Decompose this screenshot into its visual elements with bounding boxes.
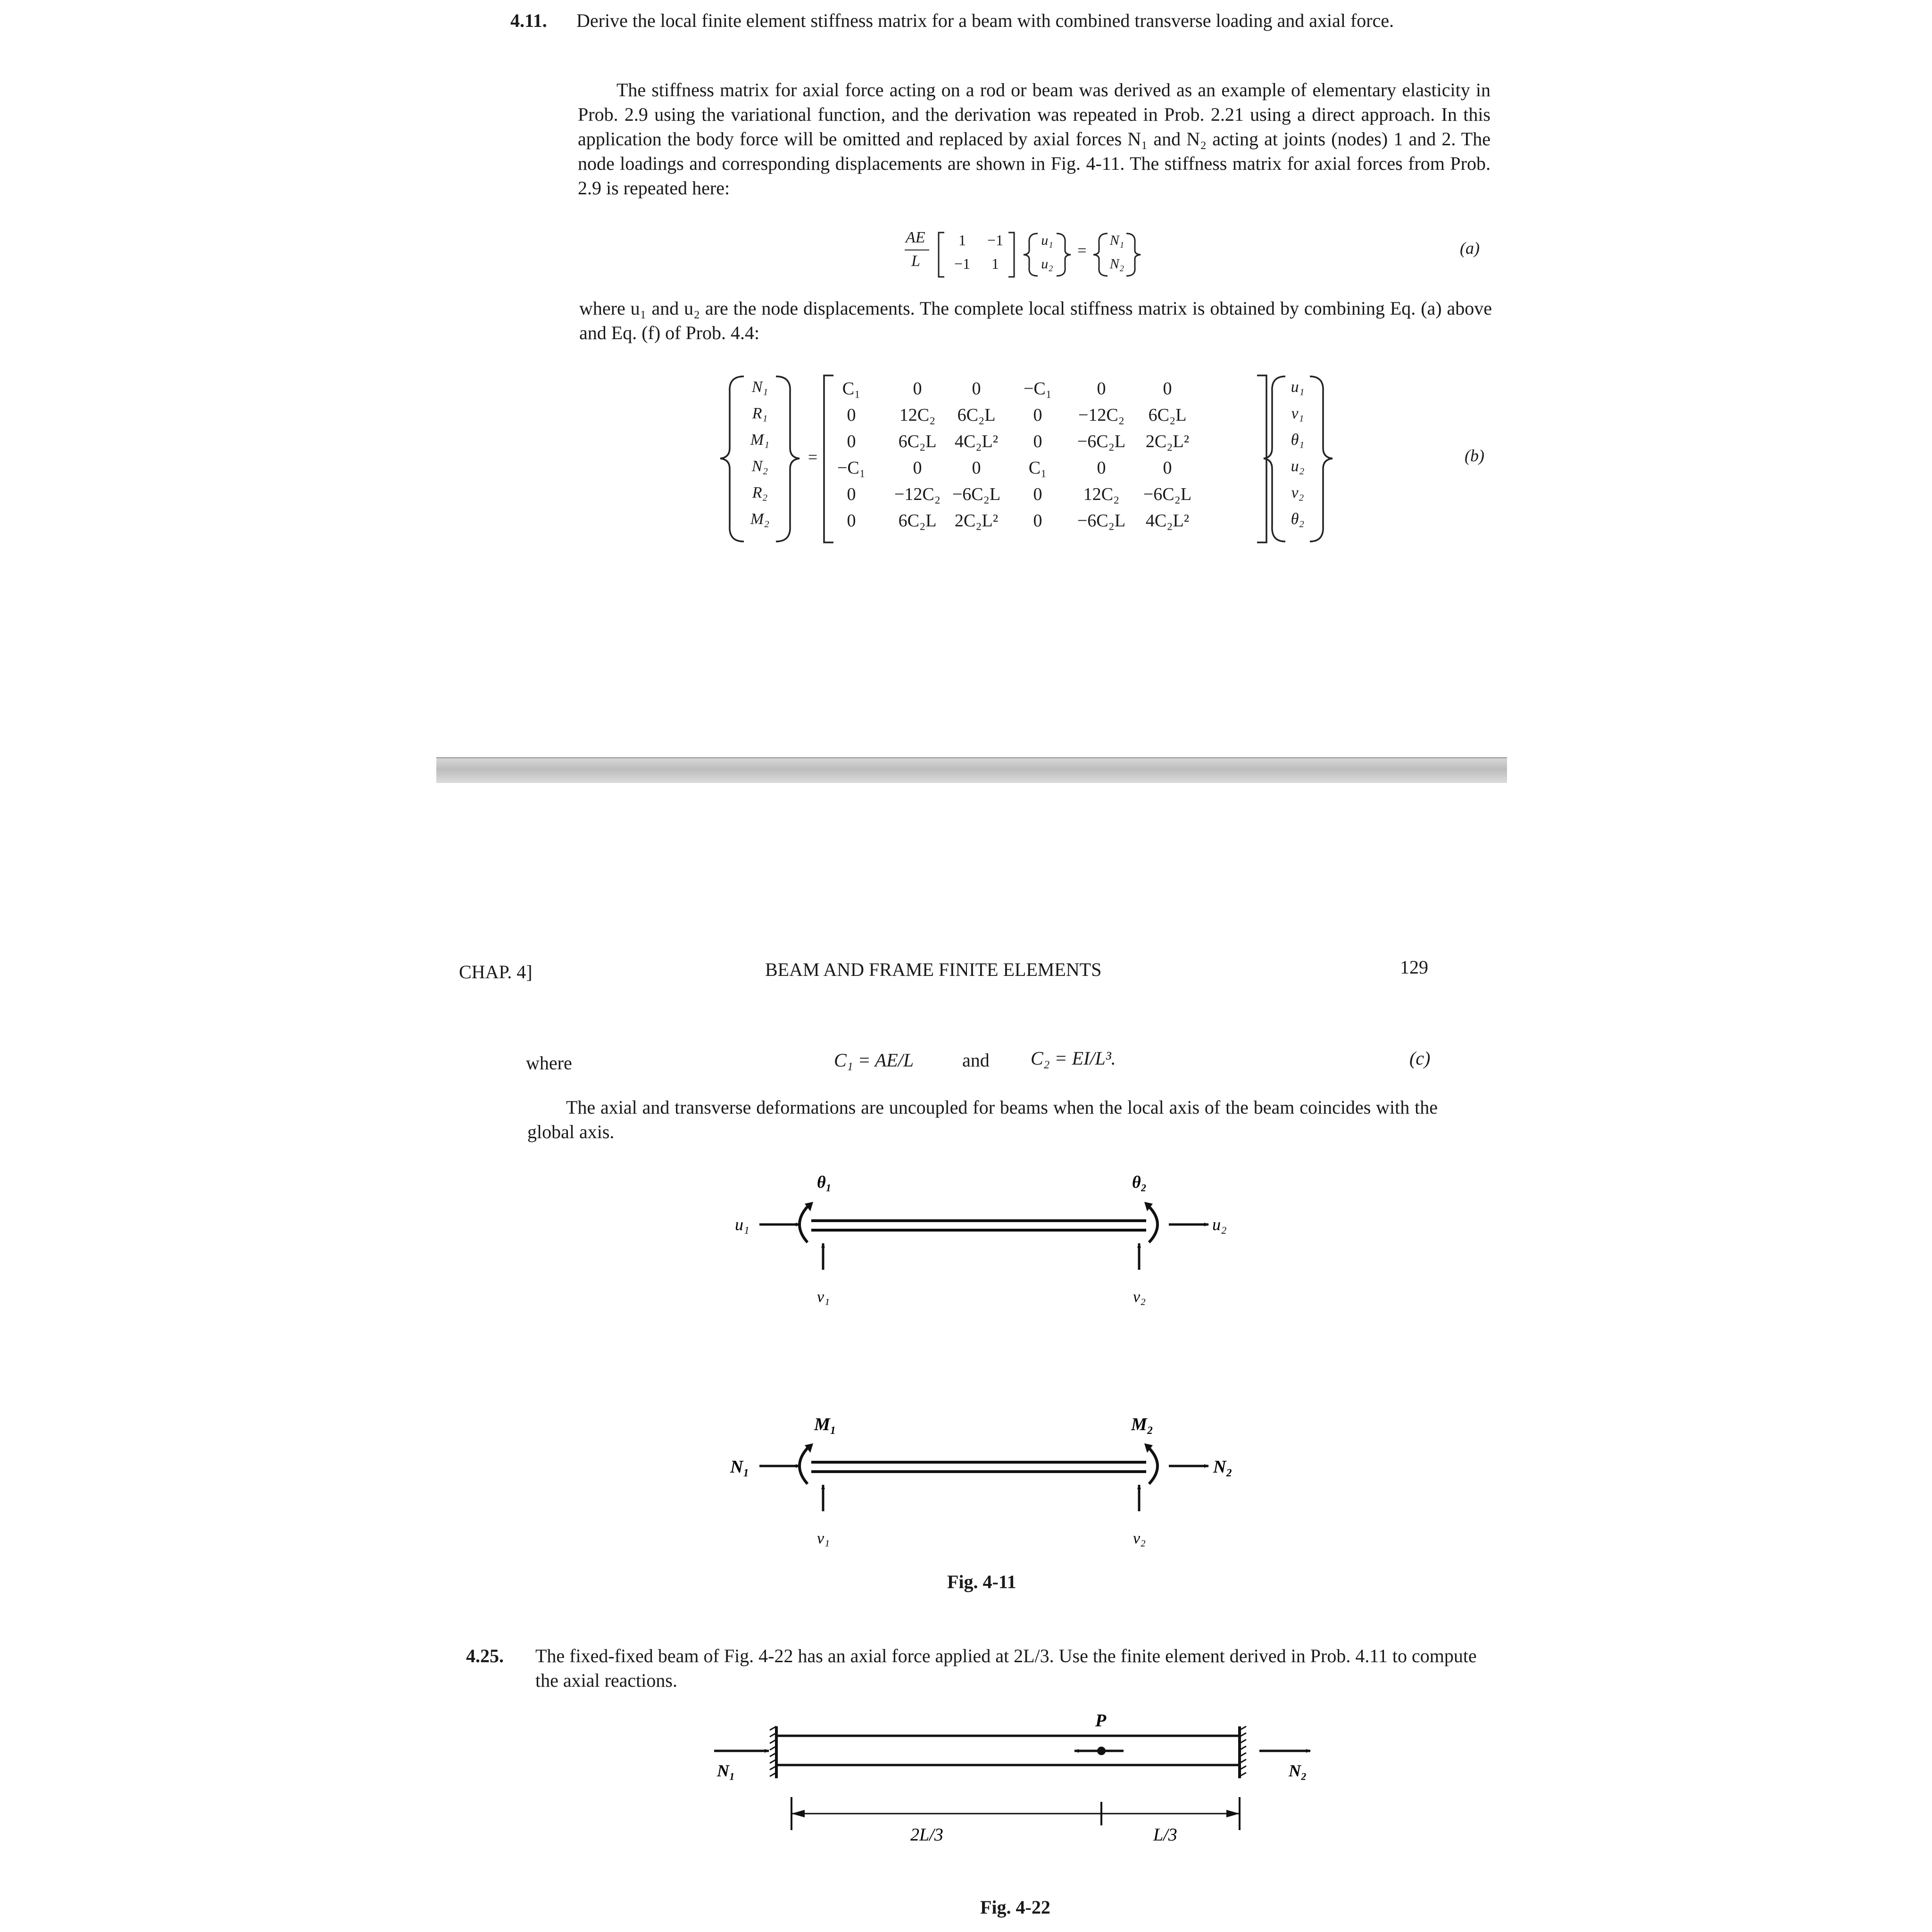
header-chapter: CHAP. 4] — [459, 961, 533, 983]
eq-b-rhs-u1: u₁ — [1291, 378, 1305, 396]
eq-b-lhs-N2: N₂ — [751, 458, 768, 475]
matrix-cell-r4-c5: 0 — [1097, 458, 1106, 478]
left-wall — [770, 1726, 776, 1778]
eq-b-rhs-theta2: θ₂ — [1291, 510, 1305, 528]
M2-label: M₂ — [1131, 1415, 1154, 1434]
theta1-label: θ₁ — [817, 1173, 832, 1191]
matrix-cell-r3-c1: 0 — [847, 432, 856, 451]
matrix-cell-r4-c3: 0 — [972, 458, 981, 478]
eq-b-equals: = — [808, 448, 818, 466]
eq-a-coef-num: AE — [906, 229, 925, 246]
fig-4-11-top-diagram — [735, 1173, 1227, 1306]
fig-4-22 — [698, 1707, 1358, 1887]
v2-label: v₂ — [1133, 1288, 1146, 1306]
eq-b-rhs-theta1: θ₁ — [1291, 431, 1305, 449]
uncoupled-paragraph: The axial and transverse deformations are uncoupled for beams when the local axis of the beam coincides with the global axis. — [527, 1097, 1438, 1142]
fig-4-22-caption: Fig. 4-22 — [980, 1897, 1050, 1918]
problem-number: 4.11. — [510, 10, 547, 31]
eq-a-u2: u₂ — [1041, 256, 1053, 272]
matrix-cell-r1-c4: −C₁ — [1023, 379, 1052, 399]
equation-b — [715, 373, 1366, 547]
matrix-cell-r2-c2: 12C₂ — [899, 405, 936, 425]
matrix-cell-r2-c3: 6C₂L — [957, 405, 996, 425]
intro-paragraph: The stiffness matrix for axial force acting on a rod or beam was derived as an example of elementary elasticity in Prob. 2.9 using the variational function, and the derivation was repeated in Prob. 2.21 using a direct approach. In this application the body force will be omitted and replaced by axial forces N₁ and N₂ acting at joints (nodes) 1 and 2. The node loadings and corresponding displacements are shown in Fig. 4-11. The stiffness matrix for axial forces from Prob. 2.9 is repeated here: — [578, 79, 1491, 199]
N2-label: N₂ — [1213, 1457, 1232, 1477]
fig-4-11-caption: Fig. 4-11 — [947, 1571, 1016, 1592]
matrix-cell-r3-c2: 6C₂L — [898, 432, 937, 451]
eq-a-k11: 1 — [958, 232, 966, 249]
eq-b-lhs-R1: R₁ — [752, 405, 768, 422]
matrix-cell-r4-c4: C₁ — [1028, 458, 1047, 478]
header-title: BEAM AND FRAME FINITE ELEMENTS — [765, 959, 1102, 980]
v1-label: v₁ — [817, 1288, 830, 1306]
matrix-cell-r3-c5: −6C₂L — [1077, 432, 1126, 451]
eq-a-N1: N₁ — [1109, 233, 1124, 248]
header-page-number: 129 — [1400, 957, 1428, 978]
matrix-cell-r3-c6: 2C₂L² — [1145, 432, 1190, 451]
matrix-cell-r6-c5: −6C₂L — [1077, 511, 1126, 531]
N1-label: N₁ — [717, 1761, 735, 1780]
matrix-cell-r6-c6: 4C₂L² — [1145, 511, 1190, 531]
matrix-cell-r6-c3: 2C₂L² — [954, 511, 999, 531]
dim-L3-label: L/3 — [1153, 1825, 1177, 1845]
eq-b-rhs-v2: v₂ — [1291, 484, 1304, 501]
u2-label: u₂ — [1212, 1215, 1227, 1234]
eq-c-and: and — [962, 1049, 990, 1071]
M2-arc — [1149, 1448, 1158, 1484]
eq-a-coef-den: L — [911, 252, 920, 270]
matrix-cell-r5-c5: 12C₂ — [1083, 484, 1120, 504]
matrix-cell-r4-c2: 0 — [913, 458, 922, 478]
page-separator — [436, 757, 1507, 783]
right-wall — [1240, 1726, 1246, 1778]
eq-b-rhs-v1: v₁ — [1291, 405, 1304, 422]
where-paragraph: where u₁ and u₂ are the node displacements. The complete local stiffness matrix is obtained by combining Eq. (a) above and Eq. (f) of Prob. 4.4: — [579, 298, 1492, 343]
matrix-cell-r5-c1: 0 — [847, 484, 856, 504]
eq-b-lhs-M2: M₂ — [750, 510, 770, 528]
eq-a-label: (a) — [1460, 239, 1480, 258]
eq-c-label: (c) — [1409, 1048, 1431, 1069]
eq-b-rhs-u2: u₂ — [1291, 458, 1305, 475]
matrix-cell-r5-c4: 0 — [1033, 484, 1042, 504]
dim-2L3-label: 2L/3 — [910, 1825, 943, 1845]
matrix-cell-r6-c4: 0 — [1033, 511, 1042, 531]
eq-b-lhs-M1: M₁ — [750, 431, 770, 449]
theta1-arc — [799, 1207, 808, 1242]
matrix-cell-r3-c3: 4C₂L² — [954, 432, 999, 451]
P-label: P — [1095, 1711, 1107, 1731]
matrix-cell-r1-c6: 0 — [1163, 379, 1172, 399]
matrix-cell-r5-c2: −12C₂ — [894, 484, 941, 504]
M1-arc — [799, 1448, 808, 1484]
eq-b-lhs-N1: N₁ — [751, 378, 768, 396]
eq-a-equals: = — [1077, 242, 1087, 259]
problem-statement: Derive the local finite element stiffness matrix for a beam with combined transverse loading and axial force. — [576, 10, 1394, 31]
matrix-cell-r2-c1: 0 — [847, 405, 856, 425]
eq-a-k12: −1 — [987, 232, 1004, 249]
matrix-cell-r4-c1: −C₁ — [837, 458, 866, 478]
eq-a-k21: −1 — [954, 255, 971, 272]
matrix-cell-r4-c6: 0 — [1163, 458, 1172, 478]
eq-a-k22: 1 — [991, 255, 999, 272]
matrix-cell-r3-c4: 0 — [1033, 432, 1042, 451]
matrix-cell-r1-c1: C₁ — [842, 379, 861, 399]
eq-a-u1: u₁ — [1041, 233, 1053, 248]
fig-4-11-bottom-diagram — [730, 1415, 1232, 1547]
eq-a-N2: N₂ — [1109, 256, 1124, 272]
matrix-cell-r6-c1: 0 — [847, 511, 856, 531]
fig-4-11 — [708, 1160, 1274, 1575]
matrix-cell-r2-c5: −12C₂ — [1078, 405, 1125, 425]
u1-label: u₁ — [735, 1215, 749, 1234]
eq-b-lhs-R2: R₂ — [752, 484, 768, 501]
N1-label: N₁ — [730, 1457, 749, 1477]
matrix-cell-r1-c3: 0 — [972, 379, 981, 399]
matrix-cell-r5-c3: −6C₂L — [952, 484, 1001, 504]
v2-label: v₂ — [1133, 1530, 1146, 1547]
eq-c-where: where — [526, 1052, 572, 1074]
equation-a — [896, 229, 1198, 281]
matrix-cell-r2-c6: 6C₂L — [1148, 405, 1187, 425]
matrix-cell-r2-c4: 0 — [1033, 405, 1042, 425]
M1-label: M₁ — [814, 1415, 837, 1434]
v1-label: v₁ — [817, 1530, 830, 1547]
theta2-label: θ₂ — [1132, 1173, 1147, 1191]
theta2-arc — [1149, 1207, 1158, 1242]
N2-label: N₂ — [1289, 1761, 1307, 1780]
problem-4-25-statement: The fixed-fixed beam of Fig. 4-22 has an axial force applied at 2L/3. Use the finite element derived in Prob. 4.11 to compute the axial reactions. — [535, 1645, 1477, 1691]
matrix-cell-r6-c2: 6C₂L — [898, 511, 937, 531]
eq-c-c2: C₂ = EI/L³. — [1031, 1048, 1116, 1069]
eq-c-c1: C₁ = AE/L — [834, 1049, 914, 1071]
matrix-cell-r1-c2: 0 — [913, 379, 922, 399]
problem-4-25-number: 4.25. — [466, 1645, 504, 1666]
matrix-cell-r1-c5: 0 — [1097, 379, 1106, 399]
matrix-cell-r5-c6: −6C₂L — [1143, 484, 1192, 504]
eq-b-label: (b) — [1465, 446, 1484, 465]
